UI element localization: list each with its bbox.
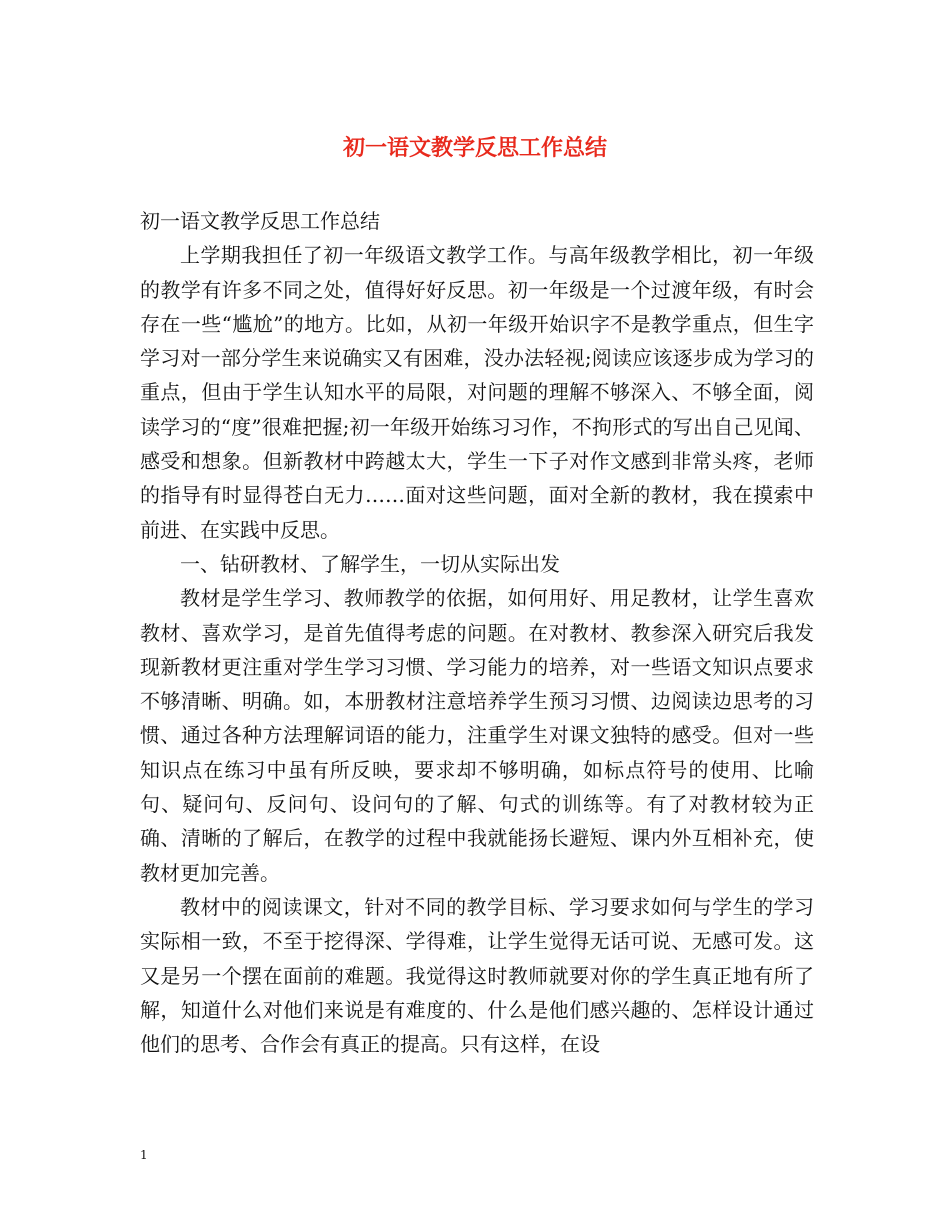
paragraph-reading: 教材中的阅读课文，针对不同的教学目标、学习要求如何与学生的学习实际相一致，不至于挖得深、学得难，让学生觉得无话可说、无感可发。这又是另一个摆在面前的难题。我觉得这时教师就要对你的学生真正地有所了解，知道什么对他们来说是有难度的、什么是他们感兴趣的、怎样设计通过他们的思考、合作会有真正的提高。只有这样，在设 bbox=[140, 894, 814, 1057]
section-heading-1: 一、钻研教材、了解学生，一切从实际出发 bbox=[180, 551, 560, 576]
document-body bbox=[140, 204, 814, 1061]
page-number: 1 bbox=[140, 1148, 148, 1162]
paragraph-textbook: 教材是学生学习、教师教学的依据，如何用好、用足教材，让学生喜欢教材、喜欢学习，是首先值得考虑的问题。在对教材、教参深入研究后我发现新教材更注重对学生学习习惯、学习能力的培养，对一些语文知识点要求不够清晰、明确。如，本册教材注意培养学生预习习惯、边阅读边思考的习惯、通过各种方法理解词语的能力，注重学生对课文独特的感受。但对一些知识点在练习中虽有所反映，要求却不够明确，如标点符号的使用、比喻句、疑问句、反问句、设问句的了解、句式的训练等。有了对教材较为正确、清晰的了解后，在教学的过程中我就能扬长避短、课内外互相补充，使教材更加完善。 bbox=[140, 586, 814, 885]
subtitle-line: 初一语文教学反思工作总结 bbox=[140, 209, 380, 233]
document-title: 初一语文教学反思工作总结 bbox=[342, 135, 607, 161]
paragraph-intro: 上学期我担任了初一年级语文教学工作。与高年级教学相比，初一年级的教学有许多不同之处，值得好好反思。初一年级是一个过渡年级，有时会存在一些“尴尬”的地方。比如，从初一年级开始识字不是教学重点，但生字学习对一部分学生来说确实又有困难，没办法轻视;阅读应该逐步成为学习的重点，但由于学生认知水平的局限，对问题的理解不够深入、不够全面，阅读学习的“度”很难把握;初一年级开始练习习作，不拘形式的写出自己见闻、感受和想象。但新教材中跨越太大，学生一下子对作文感到非常头疼，老师的指导有时显得苍白无力……面对这些问题，面对全新的教材，我在摸索中前进、在实践中反思。 bbox=[140, 243, 814, 542]
